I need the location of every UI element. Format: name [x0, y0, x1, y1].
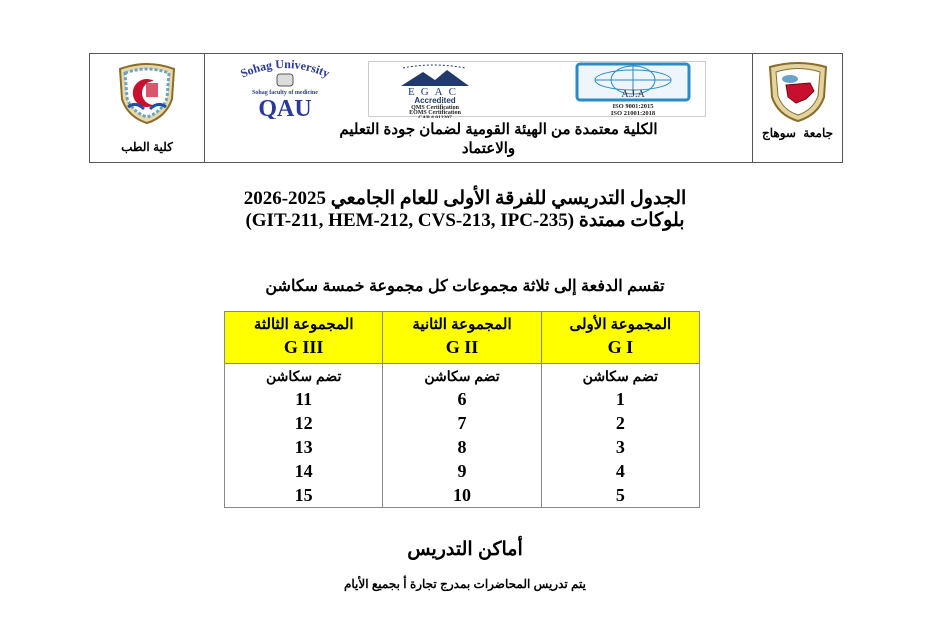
section-number: 14: [294, 461, 313, 481]
section-number: 3: [615, 437, 625, 457]
aja-iso-2: ISO 21001:2018: [610, 110, 656, 117]
group-header-g3: [225, 312, 383, 364]
group-sections-g1: [541, 364, 699, 508]
aja-mark: A.J.A: [621, 89, 645, 100]
section-number: 7: [457, 413, 467, 433]
groups-table-body-row: [225, 364, 700, 508]
header-box: [89, 53, 843, 163]
schedule-title-line-2: بلوكات ممتدة (GIT-211, HEM-212, CVS-213, IPC-235): [245, 210, 685, 231]
group-header-code: G III: [283, 337, 324, 357]
qau-logo: [215, 59, 355, 119]
group-header-arabic: المجموعة الثانية: [412, 316, 512, 333]
section-number: 2: [615, 413, 625, 433]
schedule-title: [200, 188, 730, 232]
qau-arc-text: Sohag University: [238, 59, 332, 81]
accreditation-statement: [206, 120, 751, 158]
egac-line-2: EOMS Certification: [409, 110, 461, 116]
section-number: 9: [457, 461, 467, 481]
egac-line-3: CAB # 012207: [418, 115, 452, 118]
group-header-code: G II: [445, 337, 479, 357]
section-number: 10: [453, 485, 471, 505]
section-number: 4: [615, 461, 625, 481]
sections-caption: تضم سكاشن: [582, 368, 659, 384]
qau-tagline: Sohag faculty of medicine: [252, 90, 318, 96]
egac-accredited: Accredited: [414, 96, 456, 105]
groups-table-header-row: [225, 312, 700, 364]
section-number: 12: [294, 413, 313, 433]
sections-caption: تضم سكاشن: [265, 368, 342, 384]
qau-mark: QAU: [258, 96, 312, 119]
groups-subtitle: تقسم الدفعة إلى ثلاثة مجموعات كل مجموعة خمسة سكاشن: [265, 278, 665, 295]
sections-caption: تضم سكاشن: [424, 368, 500, 384]
sohag-university-logo: [766, 61, 830, 123]
egac-logo: [373, 62, 533, 118]
section-number: 13: [294, 437, 313, 457]
faculty-of-medicine-label: كلية الطب: [121, 140, 173, 154]
section-number: 6: [457, 389, 467, 409]
venues-heading: أماكن التدريس: [407, 539, 523, 560]
section-number: 5: [615, 485, 625, 505]
section-number: 15: [294, 485, 313, 505]
sohag-university-cell: [752, 54, 842, 162]
group-header-code: G I: [607, 337, 634, 357]
group-header-arabic: المجموعة الثالثة: [253, 316, 354, 333]
section-number: 11: [295, 389, 313, 409]
group-sections-g3: [225, 364, 383, 508]
aja-iso-1: ISO 9001:2015: [612, 103, 654, 110]
group-sections-g2: [383, 364, 541, 508]
section-number: 8: [457, 437, 467, 457]
aja-logo: [569, 62, 699, 118]
section-number: 1: [615, 389, 625, 409]
accreditation-statement-line-2: والاعتماد: [461, 140, 516, 157]
groups-table: [224, 311, 700, 508]
accreditation-statement-line-1: الكلية معتمدة من الهيئة القومية لضمان جودة التعليم: [339, 121, 658, 138]
group-header-g1: [541, 312, 699, 364]
faculty-of-medicine-logo: [116, 61, 178, 125]
venues-note: يتم تدريس المحاضرات بمدرج تجارة أ بجميع الأيام: [343, 577, 587, 591]
certification-logos: [368, 61, 706, 117]
group-header-g2: [383, 312, 541, 364]
sohag-university-label: جامعة سوهاج: [761, 126, 834, 140]
egac-mark: EGAC: [408, 86, 462, 98]
group-header-arabic: المجموعة الأولى: [569, 316, 672, 333]
schedule-title-line-1: الجدول التدريسي للفرقة الأولى للعام الجامعي 2025-2026: [243, 188, 687, 209]
faculty-of-medicine-cell: [90, 54, 205, 162]
egac-line-1: QMS Certification: [411, 105, 459, 111]
